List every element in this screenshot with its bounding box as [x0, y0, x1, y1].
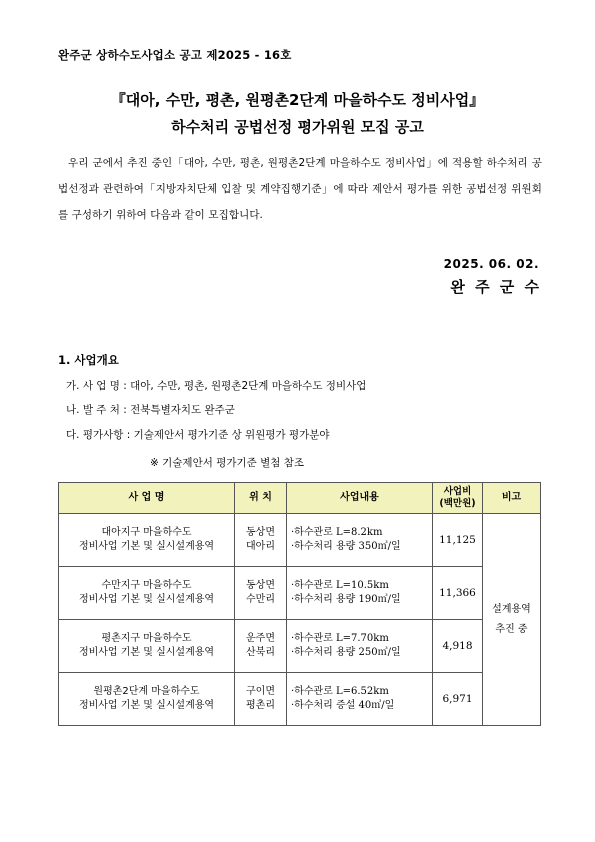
- section-title-overview: 1. 사업개요: [58, 353, 119, 367]
- table-row: [59, 567, 541, 620]
- location-line-2: 대아리: [246, 541, 275, 552]
- cell-location: [235, 673, 287, 726]
- title-line-2: 하수처리 공법선정 평가위원 모집 공고: [171, 118, 424, 136]
- intro-paragraph: 우리 군에서 추진 중인「대아, 수만, 평촌, 원평촌2단계 마을하수도 정비사업」에 적용할 하수처리 공법선정과 관련하여「지방자치단체 입찰 및 계약집행기준」에 따라 제안서 평가를 위한 공법선정 위원회를 구성하기 위하여 다음과 같이 모집합니다.: [58, 157, 542, 221]
- header-content: 사업내용: [287, 483, 433, 514]
- issuer: 완 주 군 수: [450, 278, 539, 296]
- location-line-1: 동상면: [246, 527, 275, 538]
- project-name-line-1: 대아지구 마을하수도: [101, 527, 192, 538]
- table-row: [59, 620, 541, 673]
- cell-content: [287, 514, 433, 567]
- location-line-2: 수만리: [246, 594, 275, 605]
- location-line-2: 평촌리: [246, 700, 275, 711]
- table-header-row: [59, 483, 541, 514]
- project-name-line-2: 정비사업 기본 및 실시설계용역: [78, 700, 215, 711]
- content-line-1: ·하수관로 L=8.2km: [291, 527, 383, 538]
- location-line-1: 구이면: [246, 686, 275, 697]
- cell-cost: 11,125: [433, 514, 483, 567]
- cell-location: [235, 514, 287, 567]
- project-name-line-1: 수만지구 마을하수도: [101, 580, 192, 591]
- title-line-1: 『대아, 수만, 평촌, 원평촌2단계 마을하수도 정비사업』: [110, 91, 485, 109]
- header-remark: 비고: [483, 483, 541, 514]
- overview-item-evaluation: 다. 평가사항 : 기술제안서 평가기준 상 위원평가 평가분야: [66, 429, 330, 441]
- content-line-1: ·하수관로 L=6.52km: [291, 686, 389, 697]
- overview-item-project-name: 가. 사 업 명 : 대아, 수만, 평촌, 원평촌2단계 마을하수도 정비사업: [66, 380, 367, 392]
- notice-date: 2025. 06. 02.: [443, 257, 539, 271]
- cell-location: [235, 567, 287, 620]
- project-name-line-2: 정비사업 기본 및 실시설계용역: [78, 594, 215, 605]
- cell-content: [287, 620, 433, 673]
- cell-cost: 6,971: [433, 673, 483, 726]
- project-name-line-1: 원평촌2단계 마을하수도: [93, 686, 200, 697]
- cell-project-name: [59, 567, 235, 620]
- cell-remark: [483, 514, 541, 726]
- header-location: 위 치: [235, 483, 287, 514]
- location-line-1: 동상면: [246, 580, 275, 591]
- content-line-2: ·하수처리 용량 190㎥/일: [291, 594, 401, 605]
- project-name-line-2: 정비사업 기본 및 실시설계용역: [78, 541, 215, 552]
- remark-line-1: 설계용역: [492, 603, 531, 615]
- header-cost-label: 사업비: [443, 486, 472, 497]
- overview-item-client: 나. 발 주 처 : 전북특별자치도 완주군: [66, 404, 235, 416]
- location-line-2: 산북리: [246, 647, 275, 658]
- content-line-2: ·하수처리 용량 250㎥/일: [291, 647, 401, 658]
- cell-project-name: [59, 673, 235, 726]
- cell-project-name: [59, 620, 235, 673]
- remark-line-2: 추진 중: [495, 623, 528, 635]
- content-line-1: ·하수관로 L=7.70km: [291, 633, 389, 644]
- reference-note: ※ 기술제안서 평가기준 별첨 참조: [150, 457, 305, 469]
- cell-cost: 11,366: [433, 567, 483, 620]
- cell-content: [287, 673, 433, 726]
- content-line-2: ·하수처리 증설 40㎥/일: [291, 700, 395, 711]
- project-table: [58, 482, 541, 726]
- content-line-1: ·하수관로 L=10.5km: [291, 580, 389, 591]
- header-project-name: 사 업 명: [59, 483, 235, 514]
- table-row: [59, 673, 541, 726]
- notice-number: 완주군 상하수도사업소 공고 제2025 - 16호: [58, 48, 292, 62]
- location-line-1: 운주면: [246, 633, 275, 644]
- cell-content: [287, 567, 433, 620]
- header-cost-unit: (백만원): [439, 498, 476, 509]
- table-row: [59, 514, 541, 567]
- content-line-2: ·하수처리 용량 350㎥/일: [291, 541, 401, 552]
- project-name-line-2: 정비사업 기본 및 실시설계용역: [78, 647, 215, 658]
- cell-cost: 4,918: [433, 620, 483, 673]
- project-name-line-1: 평촌지구 마을하수도: [101, 633, 192, 644]
- cell-project-name: [59, 514, 235, 567]
- cell-location: [235, 620, 287, 673]
- header-cost: [433, 483, 483, 514]
